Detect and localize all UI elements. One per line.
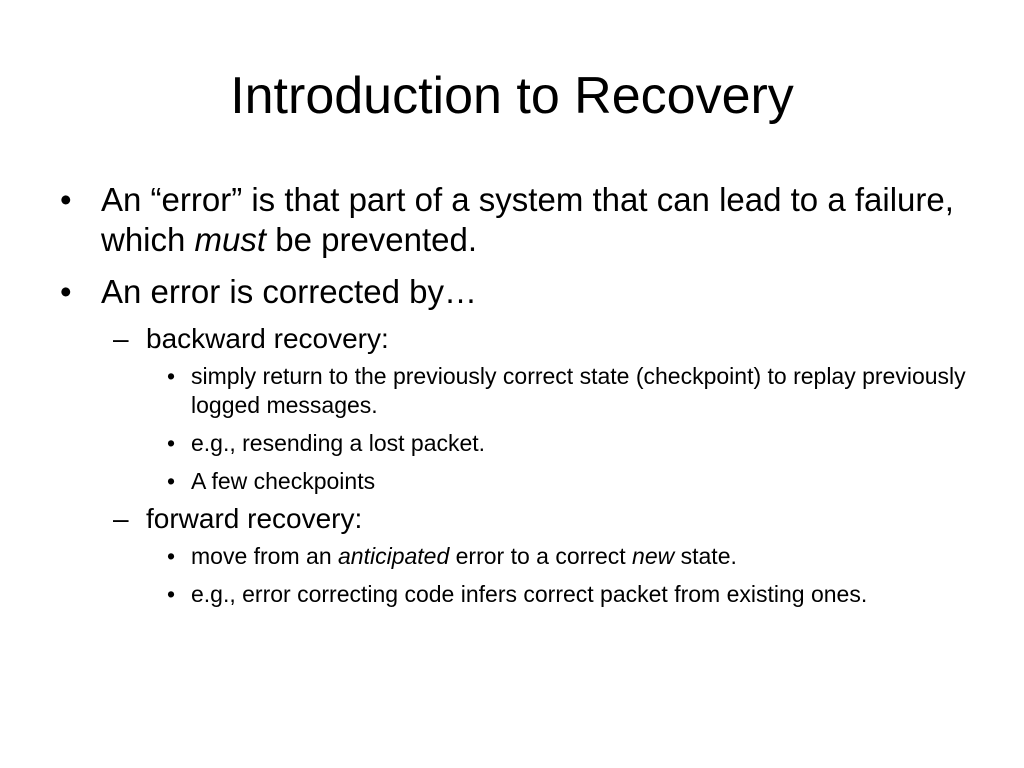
- emphasis-must: must: [194, 221, 267, 258]
- dash-marker: –: [113, 323, 129, 354]
- slide-title: Introduction to Recovery: [230, 67, 794, 125]
- item-text: e.g., resending a lost packet.: [191, 430, 486, 456]
- bullet-dot: •: [60, 181, 72, 218]
- emphasis-new: new: [632, 543, 675, 569]
- backward-item: [60, 467, 980, 496]
- item-text: A few checkpoints: [191, 468, 376, 494]
- backward-item: [60, 362, 980, 420]
- dash-marker: –: [113, 503, 129, 534]
- sub-bullet-text: forward recovery:: [146, 503, 363, 534]
- bullet-dot: •: [167, 430, 176, 456]
- forward-item: [60, 580, 980, 609]
- item-text: move from an: [191, 543, 338, 569]
- item-text: error to a correct: [449, 543, 633, 569]
- bullet-dot: •: [167, 468, 176, 494]
- bullet-error-correction: [60, 272, 980, 312]
- item-text: e.g., error correcting code infers correct packet from existing ones.: [191, 581, 868, 607]
- bullet-dot: •: [60, 273, 72, 310]
- bullet-text: An error is corrected by…: [101, 273, 477, 310]
- bullet-text: be prevented.: [266, 221, 478, 258]
- slide-body: [60, 180, 980, 618]
- backward-item: [60, 429, 980, 458]
- item-text: simply return to the previously correct state (checkpoint) to replay previously logged messages.: [191, 363, 966, 418]
- bullet-text: An “error” is that part of a system that can lead to a failure, which: [101, 181, 954, 258]
- bullet-dot: •: [167, 543, 176, 569]
- sub-bullet-forward-recovery: [60, 502, 980, 536]
- bullet-error-definition: [60, 180, 980, 260]
- bullet-dot: •: [167, 581, 176, 607]
- forward-item: [60, 542, 980, 571]
- sub-bullet-text: backward recovery:: [146, 323, 389, 354]
- bullet-dot: •: [167, 363, 176, 389]
- item-text: state.: [674, 543, 737, 569]
- sub-bullet-backward-recovery: [60, 322, 980, 356]
- emphasis-anticipated: anticipated: [338, 543, 450, 569]
